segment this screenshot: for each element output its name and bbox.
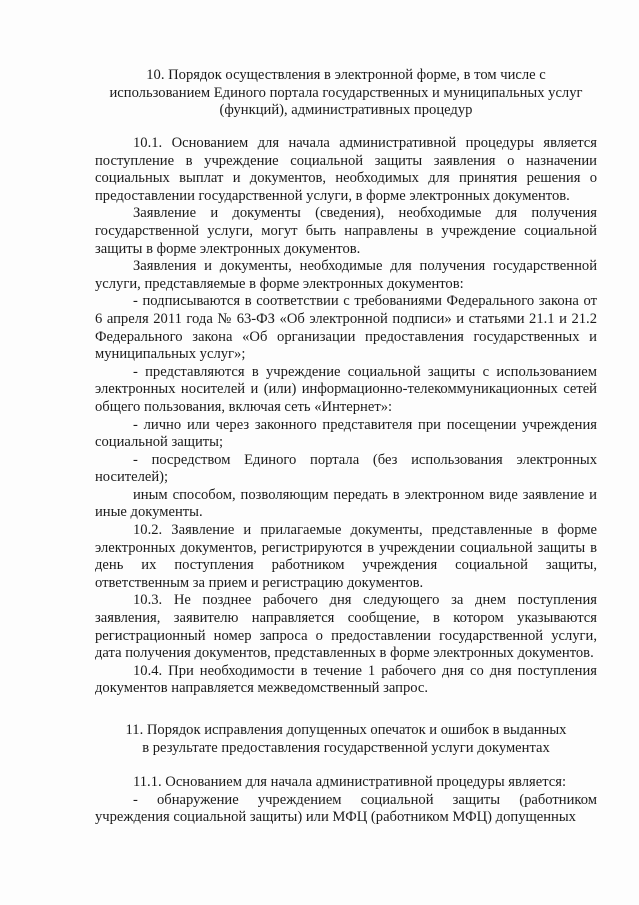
paragraph-10-4: 10.4. При необходимости в течение 1 рабочего дня со дня поступления документов направляется межведомственный запрос.: [95, 662, 597, 697]
list-item: иным способом, позволяющим передать в электронном виде заявление и иные документы.: [95, 486, 597, 521]
heading-line: использованием Единого портала государственных и муниципальных услуг: [109, 84, 583, 101]
section-11-heading: [96, 722, 596, 757]
paragraph-11-1: 11.1. Основанием для начала административной процедуры является:: [133, 774, 566, 790]
paragraph-10-2: 10.2. Заявление и прилагаемые документы, представленные в форме электронных документов, регистрируются в учреждении социальной защиты в день их поступления работником учреждения социальной защиты, ответственным за прием и регистрацию документов.: [95, 522, 597, 591]
list-item: - обнаружение учреждением социальной защиты (работником учреждения социальной защиты) или МФЦ (работником МФЦ) допущенных: [95, 791, 597, 826]
section-10-heading: [96, 67, 596, 120]
list-item: - представляются в учреждение социальной защиты с использованием электронных носителей и (или) информационно-телекоммуникационных сетей общего пользования, включая сеть «Интернет»:: [95, 363, 597, 415]
list-item: - посредством Единого портала (без использования электронных носителей);: [95, 451, 597, 486]
heading-line: 11. Порядок исправления допущенных опечаток и ошибок в выданных: [125, 722, 567, 738]
heading-line: в результате предоставления государственной услуги документах: [142, 739, 550, 756]
heading-line: (функций), административных процедур: [219, 102, 473, 119]
paragraph-10-1: 10.1. Основанием для начала административной процедуры является поступление в учреждение социальной защиты заявления о назначении социальных выплат и документов, необходимых для принятия решения о предоставлении государственной услуги, в форме электронных документов.: [95, 135, 597, 204]
list-item: - лично или через законного представителя при посещении учреждения социальной защиты;: [95, 416, 597, 451]
list-item: - подписываются в соответствии с требованиями Федерального закона от 6 апреля 2011 года № 63-ФЗ «Об электронной подписи» и статьями 21.1 и 21.2 Федерального закона «Об организации предоставления государственных и муниципальных услуг»;: [95, 293, 597, 363]
paragraph-10-3: 10.3. Не позднее рабочего дня следующего за днем поступления заявления, заявителю направляется сообщение, в котором указываются регистрационный номер запроса о предоставлении государственной услуги, дата получения документов, представленных в форме электронных документов.: [95, 592, 597, 662]
section-10-body: [95, 135, 597, 698]
paragraph: Заявление и документы (сведения), необходимые для получения государственной услуги, могут быть направлены в учреждение социальной защиты в форме электронных документов.: [95, 205, 597, 257]
heading-line: 10. Порядок осуществления в электронной форме, в том числе с: [146, 67, 546, 83]
section-11-body: [95, 774, 597, 827]
paragraph: Заявления и документы, необходимые для получения государственной услуги, представляемые в форме электронных документов:: [95, 258, 597, 292]
